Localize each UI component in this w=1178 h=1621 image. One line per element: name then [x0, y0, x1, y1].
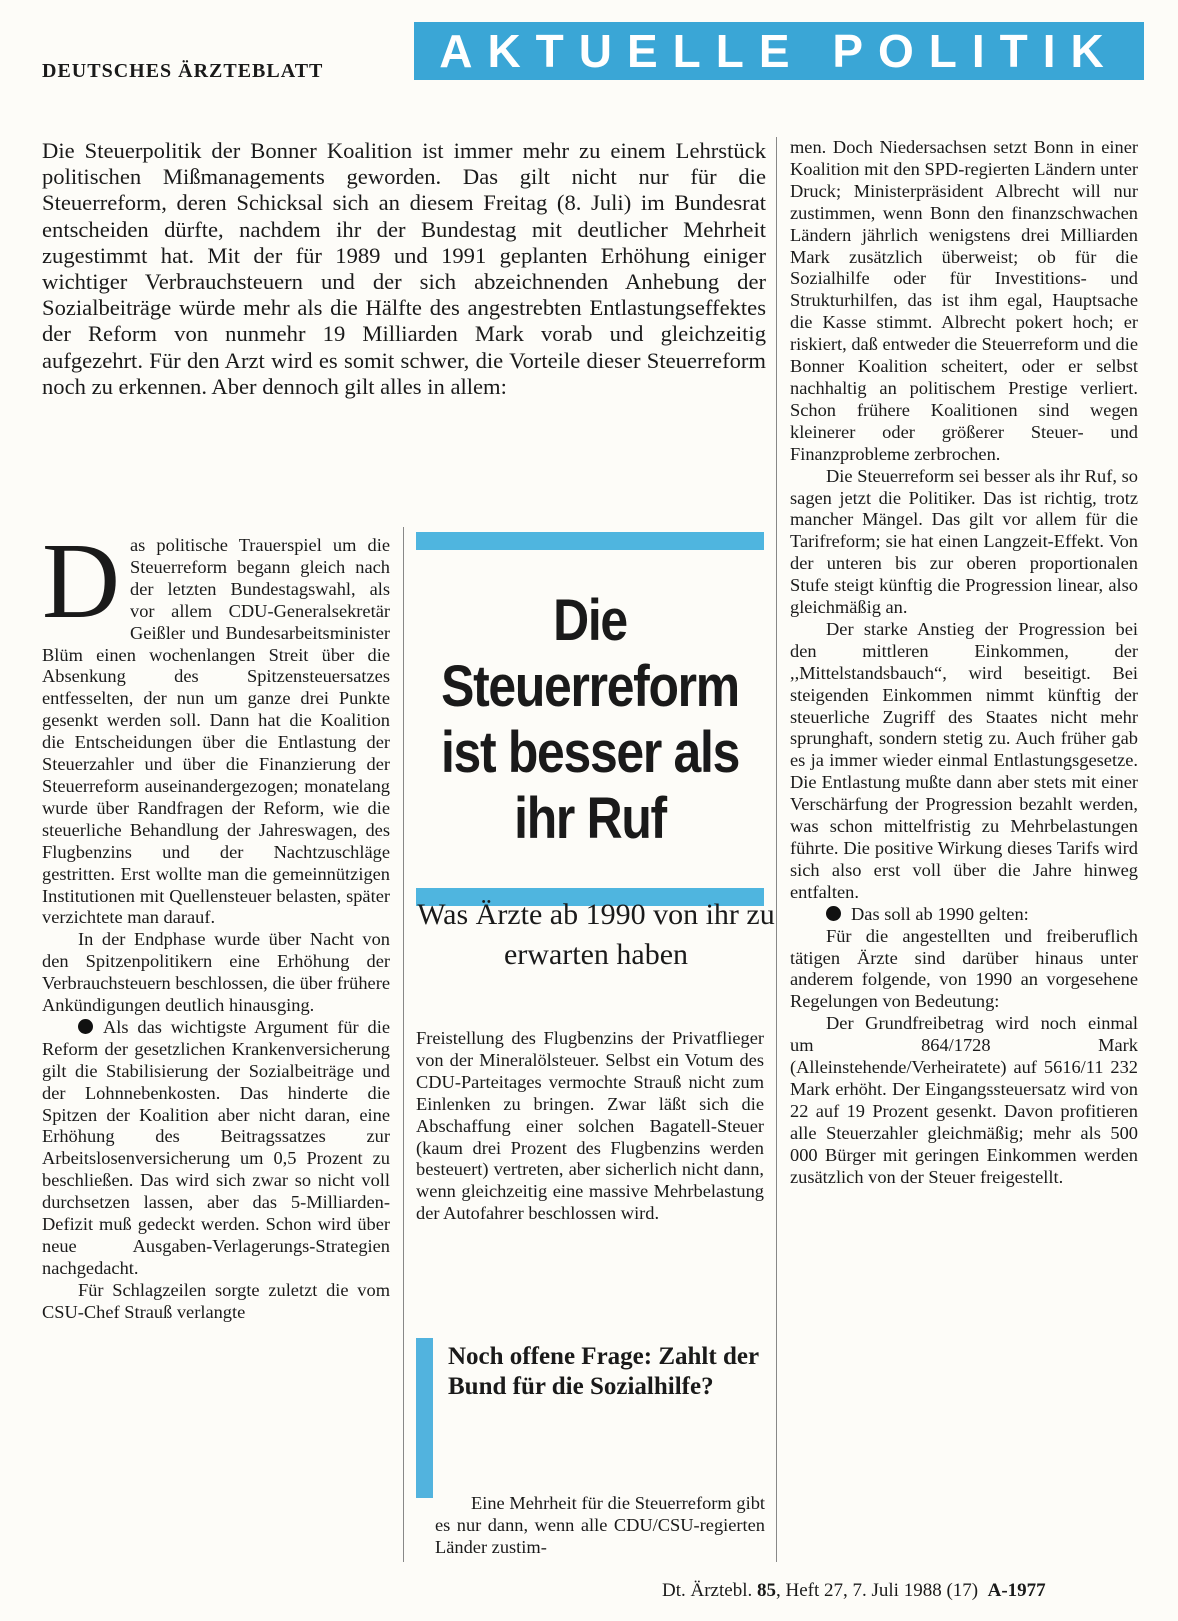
- paragraph: [790, 904, 1138, 926]
- paragraph: [42, 522, 390, 929]
- volume-number: 85: [756, 1580, 776, 1601]
- paragraph: men. Doch Niedersachsen setzt Bonn in einer Koalition mit den SPD-regierten Ländern unter Druck; Ministerpräsident Albrecht will nur zustimmen, wenn Bonn den finanzschwachen Ländern jährlich wenigstens drei Milliarden Mark zusätzlich überweist; ob für die Sozialhilfe oder für Investitions- und Strukturhilfen, das ist ihm egal, Hauptsache die Kasse stimmt. Albrecht pokert hoch; er riskiert, daß entweder die Steuerreform und die Bonner Koalition scheitert, oder er selbst nachhaltig an politischem Prestige verliert. Schon frühere Koalitionen sind wegen kleinerer oder größerer Steuer- und Finanzprobleme zerbrochen.: [790, 137, 1138, 464]
- page-number: A-1977: [987, 1580, 1046, 1601]
- paragraph: Freistellung des Flugbenzins der Privatflieger von der Mineralölsteuer. Selbst ein Votum des CDU-Parteitages vermochte Strauß nicht zum Einlenken zu bringen. Zwar läßt sich die Abschaffung einer solchen Bagatell-Steuer (kaum drei Prozent des Flugbenzins werden besteuert) vertreten, aber sicherlich nicht dann, wenn gleichzeitig eine massive Mehrbelastung der Autofahrer beschlossen wird.: [416, 1028, 764, 1224]
- paragraph: Der starke Anstieg der Progression bei den mittleren Einkommen, der ,,Mittelstandsbauch“, wird beseitigt. Bei steigenden Einkommen nimmt künftig der steuerliche Zugriff des Staates nicht mehr sprunghaft, sondern stetig zu. Auch früher gab es ja immer wieder einmal Entlastungsgesetze. Die Entlastung mußte dann aber stets mit einer Verschärfung der Progression bezahlt werden, was schon mittelfristig zu Mehrbelastungen führte. Die positive Wirkung dieses Tarifs wird sich also erst voll über die Jahre hinweg entfalten.: [790, 618, 1138, 902]
- decorative-bar: [416, 532, 764, 550]
- headline: Die Steuerreform ist besser als ihr Ruf: [440, 588, 740, 851]
- journal-abbrev: Dt. Ärztebl.: [662, 1580, 753, 1601]
- issue-info: , Heft 27, 7. Juli 1988 (17): [775, 1580, 979, 1601]
- paragraph: [42, 1017, 390, 1280]
- bullet-icon: [78, 1019, 93, 1034]
- section-banner: AKTUELLE POLITIK: [414, 22, 1144, 80]
- article-column-2-continued: [435, 1493, 765, 1559]
- intro-paragraph: Die Steuerpolitik der Bonner Koalition ist immer mehr zu einem Lehrstück politischen Mißmanagements geworden. Das gilt nicht nur für die Steuerreform, deren Schicksal sich an diesem Freitag (8. Juli) im Bundesrat entscheiden dürfte, nachdem ihr der Bundestag mit deutlicher Mehrheit zugestimmt hat. Mit der für 1989 und 1991 geplanten Erhöhung einiger wichtiger Verbrauchsteuern und der sich abzeichnenden Anhebung der Sozialbeiträge würde mehr als die Hälfte des angestrebten Entlastungseffektes der Reform von nunmehr 19 Milliarden Mark vorab und gleichzeitig aufgezehrt. Für den Arzt wird es somit schwer, die Vorteile dieser Steuerreform noch zu erkennen. Aber dennoch gilt alles in allem:: [42, 138, 766, 399]
- box-heading: Noch offene Frage: Zahlt der Bund für die Sozialhilfe?: [448, 1343, 759, 1400]
- publication-name: DEUTSCHES ÄRZTEBLATT: [42, 60, 324, 82]
- paragraph: In der Endphase wurde über Nacht von den Spitzenpolitikern eine Erhöhung der Verbrauchsteuern beschlossen, die über frühere Ankündigungen deutlich hinausging.: [42, 929, 390, 1016]
- article-column-2: [416, 1028, 764, 1225]
- paragraph-text: Als das wichtigste Argument für die Reform der gesetzlichen Krankenversicherung gilt die Stabilisierung der Sozialbeiträge und der Lohnnebenkosten. Das hinderte die Spitzen der Koalition aber nicht daran, eine Erhöhung des Beitragssatzes zur Arbeitslosenversicherung um 0,5 Prozent zu beschließen. Das wird sich zwar so nicht voll durchsetzen lassen, aber das 5-Milliarden-Defizit muß gedeckt werden. Schon wird über neue Ausgaben-Verlagerungs-Strategien nachgedacht.: [42, 1016, 390, 1278]
- column-divider: [776, 137, 777, 1562]
- page-footer: [662, 1580, 1046, 1602]
- article-column-1: [42, 522, 390, 1324]
- headline-box: [416, 532, 764, 906]
- paragraph-text: as politische Trauerspiel um die Steuerreform begann gleich nach der letzten Bundestagswahl, als vor allem CDU-Generalsekretär Geißler und Bundesarbeitsminister Blüm einen wochenlangen Streit über die Absenkung des Spitzensteuersatzes entfesselten, der nun um ganze drei Punkte gesenkt werden soll. Dann hat die Koalition die Entscheidungen über die Entlastung der Steuerzahler und über die Finanzierung der Steuerreform auseinandergezogen; monatelang wurde über Randfragen der Reform, wie die steuerliche Behandlung der Jahreswagen, des Flugbenzins und der Nachtzuschläge gestritten. Erst wollte man die gemeinnützigen Institutionen mit Quellensteuer belasten, später verzichtete man darauf.: [42, 535, 390, 928]
- paragraph: Für Schlagzeilen sorgte zuletzt die vom CSU-Chef Strauß verlangte: [42, 1279, 390, 1322]
- paragraph-text: Das soll ab 1990 gelten:: [851, 903, 1029, 924]
- column-divider: [403, 527, 404, 1562]
- drop-cap: D: [42, 522, 120, 641]
- paragraph: Für die angestellten und freiberuflich tätigen Ärzte sind darüber hinaus unter anderem folgende, von 1990 an vorgesehene Regelungen von Bedeutung:: [790, 925, 1138, 1012]
- paragraph: Der Grundfreibetrag wird noch einmal um 864/1728 Mark (Alleinstehende/Verheiratete) auf 5616/11 232 Mark erhöht. Der Eingangssteuersatz wird von 22 auf 19 Prozent gesenkt. Davon profitieren alle Steuerzahler gleichmäßig; mehr als 500 000 Bürger mit geringen Einkommen werden zusätzlich von der Steuer freigestellt.: [790, 1013, 1138, 1187]
- paragraph: Eine Mehrheit für die Steuerreform gibt es nur dann, wenn alle CDU/CSU-regierten Länder zustim-: [435, 1493, 765, 1557]
- paragraph: Die Steuerreform sei besser als ihr Ruf, so sagen jetzt die Politiker. Das ist richtig, trotz mancher Mängel. Das gilt vor allem für die Tarifreform; sie hat einen Langzeit-Effekt. Von der unteren bis zur oberen proportionalen Stufe steigt künftig die Progression linear, also gleichmäßig an.: [790, 465, 1138, 618]
- decorative-bar: [416, 1338, 433, 1498]
- bullet-icon: [826, 906, 841, 921]
- article-column-3: [790, 137, 1138, 1189]
- subheadline: Was Ärzte ab 1990 von ihr zu erwarten haben: [417, 898, 775, 971]
